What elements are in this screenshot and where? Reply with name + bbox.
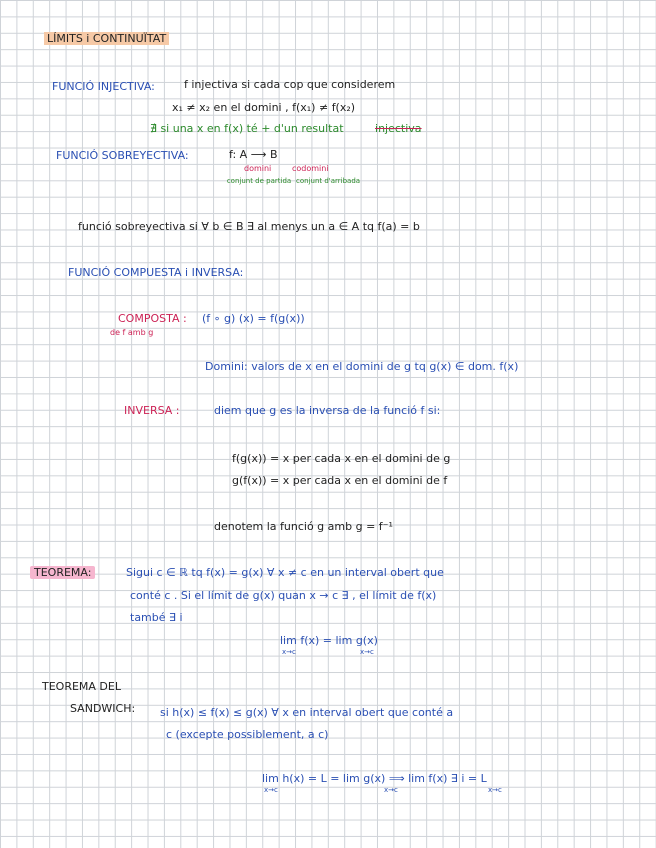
sandwich-formula-sub-2: x→c: [384, 786, 398, 794]
teorema-line2: conté c . Si el límit de g(x) quan x → c ∃ , el límit de f(x): [130, 589, 437, 602]
sandwich-label-line2: SANDWICH:: [70, 702, 136, 715]
composta-label: COMPOSTA :: [118, 312, 187, 325]
label-conjunt-arribada: conjunt d'arribada: [296, 177, 361, 185]
label-domini: domini: [244, 164, 272, 173]
sandwich-label-line1: TEOREMA DEL: [42, 680, 121, 693]
sandwich-formula: lim h(x) = L = lim g(x) ⟹ lim f(x) ∃ i = L: [262, 772, 487, 785]
teorema-formula-sub-left: x→c: [282, 648, 296, 656]
teorema-line3: també ∃ i: [130, 611, 183, 624]
teorema-formula: lim f(x) = lim g(x): [280, 634, 378, 647]
teorema-formula-sub-right: x→c: [360, 648, 374, 656]
injectiva-struck-word: injectiva: [375, 122, 422, 135]
sandwich-formula-sub-1: x→c: [264, 786, 278, 794]
sobreyectiva-map: f: A ⟶ B: [229, 148, 278, 161]
sobreyectiva-heading: FUNCIÓ SOBREYECTIVA:: [56, 149, 189, 162]
teorema-line1: Sigui c ∈ ℝ tq f(x) = g(x) ∀ x ≠ c en un interval obert que: [126, 566, 444, 579]
sandwich-line2: c (excepte possiblement, a c): [166, 728, 329, 741]
composta-sub: de f amb g: [110, 328, 154, 337]
composta-domini: Domini: valors de x en el domini de g tq g(x) ∈ dom. f(x): [205, 360, 519, 373]
injectiva-line1: f injectiva si cada cop que considerem: [184, 78, 396, 91]
sobreyectiva-statement: funció sobreyectiva si ∀ b ∈ B ∃ al menys un a ∈ A tq f(a) = b: [78, 220, 420, 233]
inversa-eq1: f(g(x)) = x per cada x en el domini de g: [232, 452, 451, 465]
sandwich-formula-sub-3: x→c: [488, 786, 502, 794]
page-title-text: LÍMITS i CONTINUÏTAT: [44, 32, 169, 45]
sandwich-line1: si h(x) ≤ f(x) ≤ g(x) ∀ x en interval obert que conté a: [160, 706, 454, 719]
inversa-label: INVERSA :: [124, 404, 180, 417]
injectiva-line3-text: ∄ si una x en f(x) té + d'un resultat: [150, 122, 344, 135]
composta-formula: (f ∘ g) (x) = f(g(x)): [202, 312, 305, 325]
inversa-denotem: denotem la funció g amb g = f⁻¹: [214, 520, 393, 533]
label-codomini: codomini: [292, 164, 329, 173]
teorema-label-text: TEOREMA:: [30, 566, 95, 579]
injectiva-line2: x₁ ≠ x₂ en el domini , f(x₁) ≠ f(x₂): [172, 101, 356, 114]
compuesta-heading: FUNCIÓ COMPUESTA i INVERSA:: [68, 266, 244, 279]
inversa-statement: diem que g es la inversa de la funció f si:: [214, 404, 441, 417]
injectiva-line3: [150, 122, 422, 135]
page-title: [44, 32, 169, 45]
inversa-eq2: g(f(x)) = x per cada x en el domini de f: [232, 474, 448, 487]
teorema-label: [30, 566, 95, 579]
label-conjunt-partida: conjunt de partida: [226, 177, 292, 185]
injectiva-heading: FUNCIÓ INJECTIVA:: [52, 80, 155, 93]
